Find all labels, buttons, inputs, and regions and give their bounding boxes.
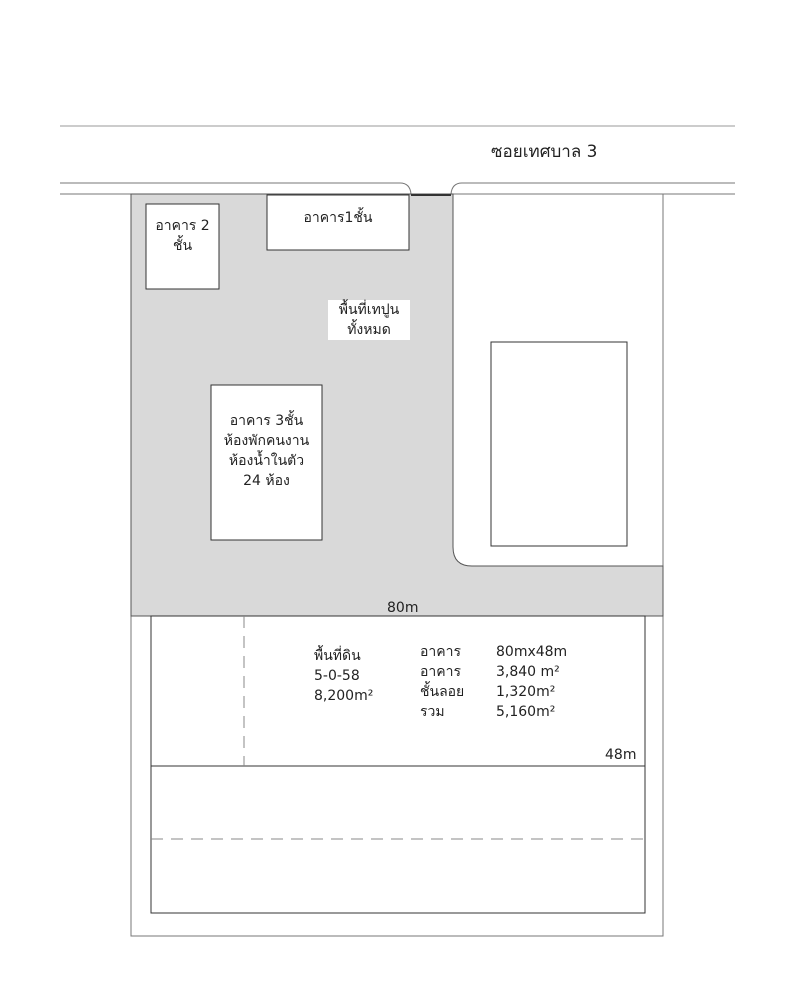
- road-edge-bottom-left: [60, 183, 411, 194]
- building-2-label-line2: ชั้น: [172, 238, 193, 254]
- spec-row: [420, 702, 567, 722]
- spec-key: ชั้นลอย: [420, 684, 465, 700]
- spec-value: 3,840 m²: [496, 664, 560, 680]
- depth-dimension-label: 48m: [605, 747, 637, 763]
- cement-area-line2: ทั้งหมด: [328, 320, 410, 340]
- land-area-label: [314, 646, 373, 706]
- road-name-label: ซอยเทศบาล 3: [491, 142, 598, 162]
- building-2-label: [146, 216, 219, 256]
- spec-key: อาคาร: [420, 644, 462, 660]
- spec-row: [420, 682, 567, 702]
- spec-key: รวม: [420, 704, 445, 720]
- building-3-label-line4: 24 ห้อง: [243, 473, 290, 489]
- spec-value: 1,320m²: [496, 684, 556, 700]
- main-building: [151, 616, 645, 913]
- width-dimension-label: 80m: [387, 600, 419, 616]
- road-edge-bottom-right: [451, 183, 735, 194]
- spec-row: [420, 642, 567, 662]
- building-specs: [420, 642, 567, 722]
- building-3-label-line1: อาคาร 3ชั้น: [229, 413, 304, 429]
- spec-row: [420, 662, 567, 682]
- building-2-label-line1: อาคาร 2: [155, 218, 210, 234]
- land-area-line1: พื้นที่ดิน: [314, 648, 361, 664]
- building-3-label-line3: ห้องน้ำในตัว: [228, 453, 305, 469]
- inner-building-right: [491, 342, 627, 546]
- cement-area-line1: พื้นที่เทปูน: [328, 300, 410, 320]
- spec-key: อาคาร: [420, 664, 462, 680]
- land-area-line3: 8,200m²: [314, 688, 374, 704]
- spec-value: 5,160m²: [496, 704, 556, 720]
- building-1-label: อาคาร1ชั้น: [303, 210, 373, 226]
- land-area-line2: 5-0-58: [314, 668, 360, 684]
- spec-value: 80mx48m: [496, 644, 568, 660]
- cement-area-label: [328, 300, 410, 340]
- building-3-label: [211, 411, 322, 491]
- building-3-label-line2: ห้องพักคนงาน: [223, 433, 310, 449]
